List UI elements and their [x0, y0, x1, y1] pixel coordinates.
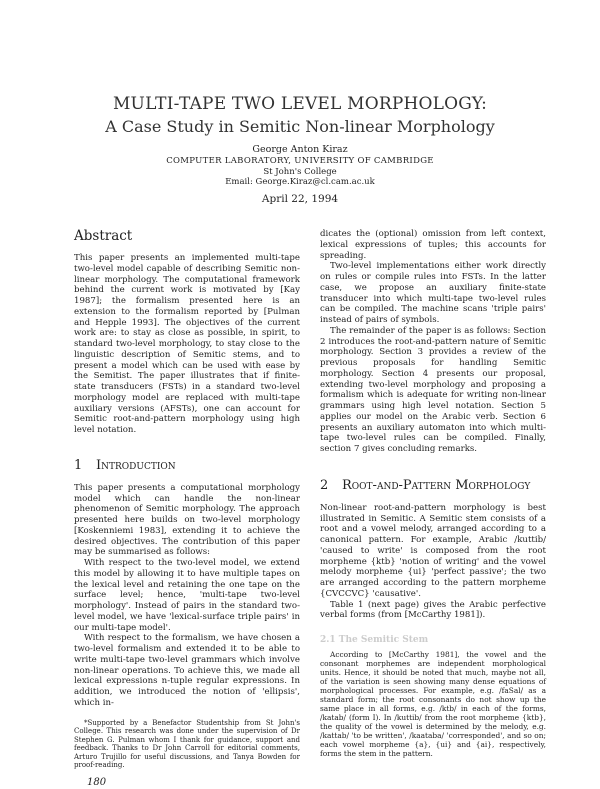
left-column: [74, 228, 300, 789]
paragraph: Two-level implementations either work directly on rules or compile rules into FSTs. In the latter case, we propose an auxiliary finite-state transducer into which multi-tape two-level rules can be compiled. The machine scans 'triple pairs' instead of pairs of symbols.: [320, 261, 546, 325]
right-column: [320, 229, 546, 758]
paper-title-line1: MULTI-TAPE TWO LEVEL MORPHOLOGY:: [112, 94, 488, 114]
abstract-heading: Abstract: [74, 228, 133, 244]
paper-header: [0, 94, 600, 206]
section2-heading: [320, 477, 546, 495]
paragraph: With respect to the two-level model, we extend this model by allowing it to have multiple tapes on the lexical level and retaining the one tape on the surface level; hence, 'multi-tape two-level morphology'. Instead of pairs in the standard two-level model, we have 'lexical-surface triple pairs' in our multi-tape model'.: [74, 558, 300, 633]
footnote: *Supported by a Benefactor Studentship from St John's College. This research was done under the supervision of Dr Stephen G. Pulman whom I thank for guidance, support and feedback. Thanks to Dr John Carroll for editorial comments, Arturo Trujillo for useful discussions, and Tanya Bowden for proof-reading.: [74, 718, 300, 770]
paragraph: This paper presents a computational morphology model which can handle the non-linear phenomenon of Semitic morphology. The approach presented here builds on two-level morphology [Koskenniemi 1983], extending it to achieve the desired objectives. The contribution of this paper may be summarised as follows:: [74, 482, 300, 558]
section-title: Introduction: [96, 457, 176, 473]
paper-date: April 22, 1994: [261, 193, 339, 205]
section1-heading: [74, 458, 300, 474]
page-number: 180: [87, 777, 107, 789]
paragraph: Non-linear root-and-pattern morphology is best illustrated in Semitic. A Semitic stem consists of a root and a vowel melody, arranged according to a canonical pattern. For example, Arabic /kuttib/ 'caused to write' is composed from the root morpheme {ktb} 'notion of writing' and the vowel melody morpheme {ui} 'perfect passive'; the two are arranged according to the pattern morpheme {CVCCVC} 'causative'.: [320, 502, 546, 599]
subsection-heading: 2.1 The Semitic Stem: [320, 635, 429, 645]
paragraph: With respect to the formalism, we have chosen a two-level formalism and extended it to be able to write multi-tape two-level grammars which involve non-linear operations. To achieve this, we made all lexical expressions n-tuple regular expressions. In addition, we introduced the notion of 'ellipsis', which in-: [74, 633, 300, 708]
section-number: 2: [320, 477, 329, 493]
author-name: George Anton Kiraz: [252, 144, 348, 156]
abstract-text: This paper presents an implemented multi-tape two-level model capable of describing Semitic non-linear morphology. The computational framework behind the current work is motivated by [Kay 1987]; the formalism presented here is an extension to the formalism reported by [Pulman and Hepple 1993]. The objectives of the current work are: to stay as close as possible, in spirit, to standard two-level morphology, to stay close to the linguistic description of Semitic stems, and to present a model which can be used with ease by the Semitist. The paper illustrates that if finite-state transducers (FSTs) in a standard two-level morphology model are replaced with multi-tape auxiliary versions (AFSTs), one can account for Semitic root-and-pattern morphology using high level notation.: [74, 253, 300, 435]
author-email: Email: George.Kiraz@cl.cam.ac.uk: [225, 177, 375, 188]
paper-title-line2: A Case Study in Semitic Non-linear Morphology: [105, 117, 495, 137]
paragraph: The remainder of the paper is as follows: Section 2 introduces the root-and-pattern nature of Semitic morphology. Section 3 provides a review of the previous proposals for handling Semitic morphology. Section 4 presents our proposal, extending two-level morphology and proposing a formalism which is adequate for writing non-linear grammars using high level notation. Section 5 applies our model on the Arabic verb. Section 6 presents an auxiliary automaton into which multi-tape two-level rules can be compiled. Finally, section 7 gives concluding remarks.: [320, 325, 546, 454]
author-college: St John's College: [263, 166, 337, 177]
paragraph: Table 1 (next page) gives the Arabic perfective verbal forms (from [McCarthy 1981]).: [320, 599, 546, 621]
paragraph: According to [McCarthy 1981], the vowel and the consonant morphemes are independent morphological units. Hence, it should be noted that much, maybe not all, of the variation is seen showing many dense equations of morphological processes. For example, e.g. /faSal/ as a standard form; the root consonants do not show up the same place in all forms, e.g. /ktb/ in each of the forms, /katab/ (form I). In /kuttib/ from the root morpheme {ktb}, the quality of the vowel is determined by the melody, e.g. /kattab/ 'to be written', /kaataba/ 'corresponded', and so on; each vowel morpheme {a}, {ui} and {ai}, respectively, forms the stem in the pattern.: [320, 649, 546, 758]
paragraph: dicates the (optional) omission from left context, lexical expressions of tuples; this accounts for spreading.: [320, 229, 546, 261]
author-affiliation: COMPUTER LABORATORY, UNIVERSITY OF CAMBRIDGE: [166, 156, 434, 167]
section-number: 1: [74, 457, 83, 473]
section-title: Root-and-Pattern Morphology: [342, 477, 531, 493]
